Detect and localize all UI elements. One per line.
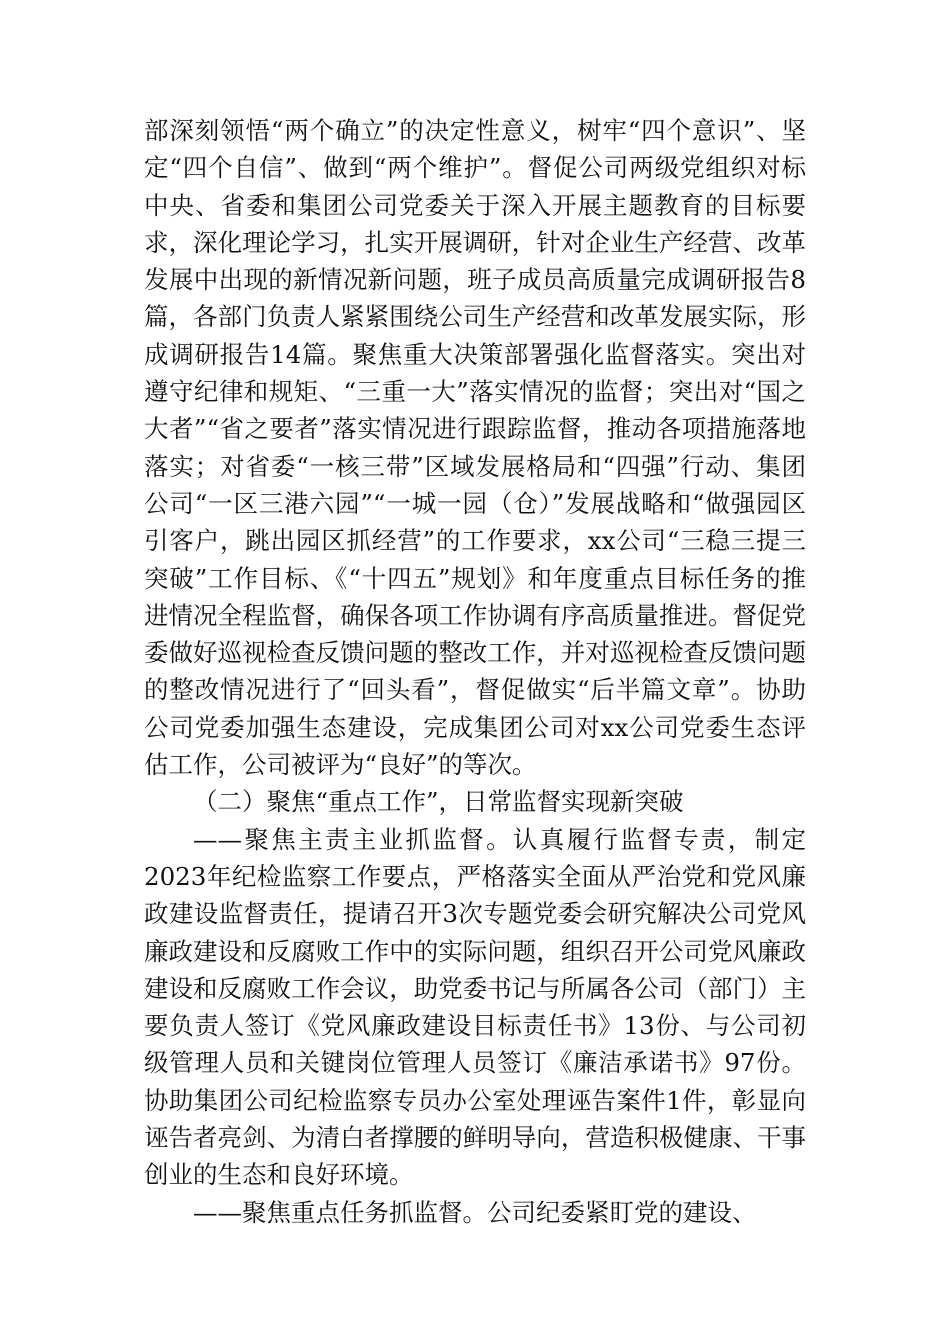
paragraph: ——聚焦重点任务抓监督。公司纪委紧盯党的建设、 bbox=[193, 1197, 757, 1227]
section-heading: （二）聚焦“重点工作”，日常监督实现新突破 bbox=[193, 787, 684, 817]
paragraph-continued: 部深刻领悟“两个确立”的决定性意义，树牢“四个意识”、坚定“四个自信”、做到“两个维护”。督促公司两级党组织对标中央、省委和集团公司党委关于深入开展主题教育的目标要求，深化理论学习，扎实开展调研，针对企业生产经营、改革发展中出现的新情况新问题，班子成员高质量完成调研报告8篇，各部门负责人紧紧围绕公司生产经营和改革发展实际，形成调研报告14篇。聚焦重大决策部署强化监督落实。突出对遵守纪律和规矩、“三重一大”落实情况的监督；突出对“国之大者”“省之要者”落实情况进行跟踪监督，推动各项措施落地落实；对省委“一核三带”区域发展格局和“四强”行动、集团公司“一区三港六园”“一城一园（仓）”发展战略和“做强园区引客户，跳出园区抓经营”的工作要求，xx公司“三稳三提三突破”工作目标、《“十四五”规划》和年度重点目标任务的推进情况全程监督，确保各项工作协调有序高质量推进。督促党委做好巡视检查反馈问题的整改工作，并对巡视检查反馈问题的整改情况进行了“回头看”，督促做实“后半篇文章”。协助公司党委加强生态建设，完成集团公司对xx公司党委生态评估工作，公司被评为“良好”的等次。 bbox=[144, 116, 806, 780]
paragraph: ——聚焦主责主业抓监督。认真履行监督专责，制定2023年纪检监察工作要点，严格落实全面从严治党和党风廉政建设监督责任，提请召开3次专题党委会研究解决公司党风廉政建设和反腐败工作中的实际问题，组织召开公司党风廉政建设和反腐败工作会议，助党委书记与所属各公司（部门）主要负责人签订《党风廉政建设目标责任书》13份、与公司初级管理人员和关键岗位管理人员签订《廉洁承诺书》97份。协助集团公司纪检监察专员办公室处理诬告案件1件，彰显向诬告者亮剑、为清白者撑腰的鲜明导向，营造积极健康、干事创业的生态和良好环境。 bbox=[144, 824, 806, 1190]
document-body bbox=[144, 112, 806, 1231]
